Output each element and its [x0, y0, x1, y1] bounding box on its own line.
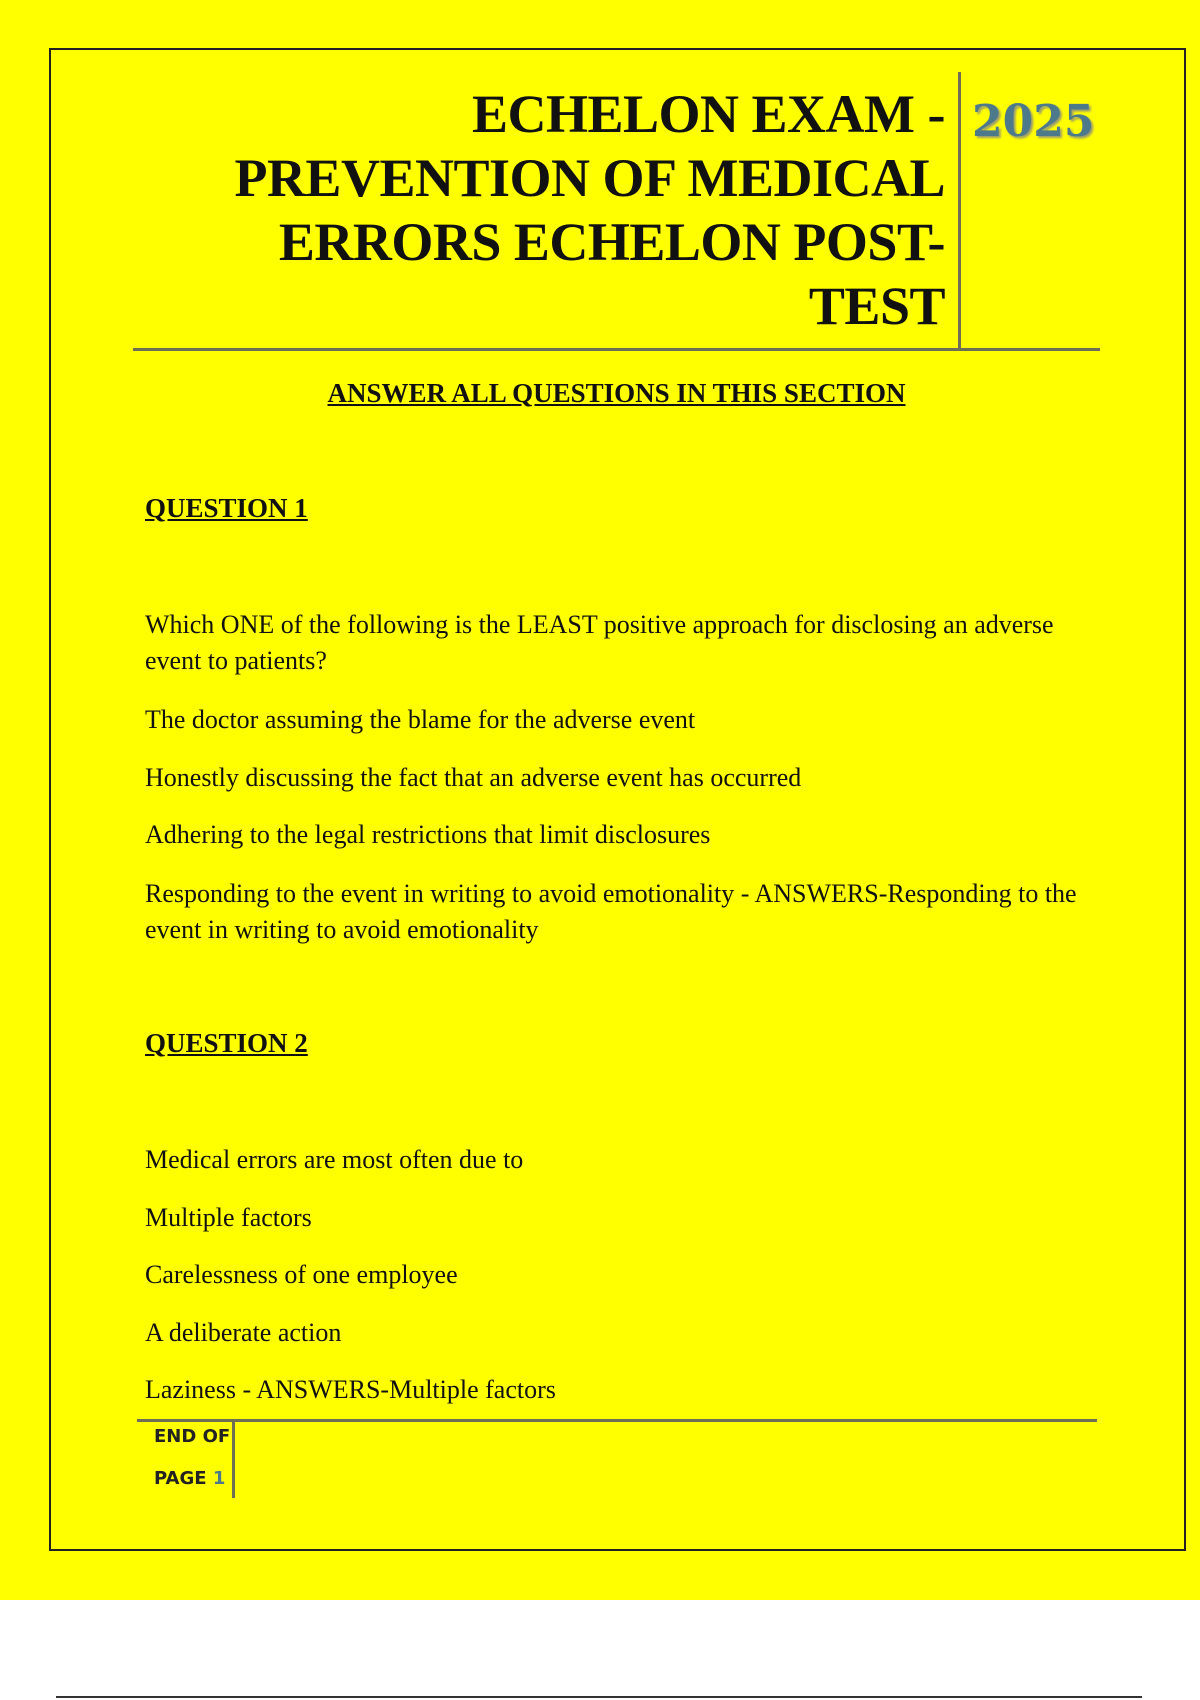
section-instruction: ANSWER ALL QUESTIONS IN THIS SECTION: [327, 378, 906, 408]
title-divider: [958, 72, 961, 348]
question-2-option-d-answer: Laziness - ANSWERS-Multiple factors: [145, 1375, 556, 1404]
question-1-option-c: Adhering to the legal restrictions that limit disclosures: [145, 820, 711, 849]
question-2-heading: QUESTION 2: [145, 1028, 308, 1058]
page-indicator: [154, 1468, 225, 1489]
page-label: PAGE: [154, 1468, 207, 1489]
page-number: 1: [212, 1468, 226, 1489]
footer-rule: [137, 1419, 1097, 1422]
question-1-heading: QUESTION 1: [145, 493, 308, 523]
year-label: 2025: [972, 96, 1095, 147]
question-1-option-a: The doctor assuming the blame for the adverse event: [145, 705, 696, 734]
question-2-prompt: Medical errors are most often due to: [145, 1145, 524, 1174]
title-line-2: PREVENTION OF MEDICAL: [234, 148, 945, 208]
bottom-rule: [56, 1696, 1142, 1698]
question-1-option-b: Honestly discussing the fact that an adverse event has occurred: [145, 763, 802, 792]
question-1-option-d-answer: Responding to the event in writing to avoid emotionality - ANSWERS-Responding to the event in writing to avoid emotionality: [145, 879, 1077, 944]
question-2-option-a: Multiple factors: [145, 1203, 312, 1232]
end-of-label: END OF: [154, 1426, 231, 1447]
question-2-option-b: Carelessness of one employee: [145, 1260, 458, 1289]
header-rule: [133, 348, 1100, 351]
question-1-prompt: Which ONE of the following is the LEAST positive approach for disclosing an adverse event to patients?: [145, 610, 1054, 675]
title-line-3: ERRORS ECHELON POST-: [278, 212, 945, 272]
footer-divider: [232, 1422, 235, 1498]
title-line-1: ECHELON EXAM -: [471, 84, 945, 144]
title-line-4: TEST: [808, 276, 945, 336]
question-2-option-c: A deliberate action: [145, 1318, 342, 1347]
document-title: [130, 82, 945, 338]
